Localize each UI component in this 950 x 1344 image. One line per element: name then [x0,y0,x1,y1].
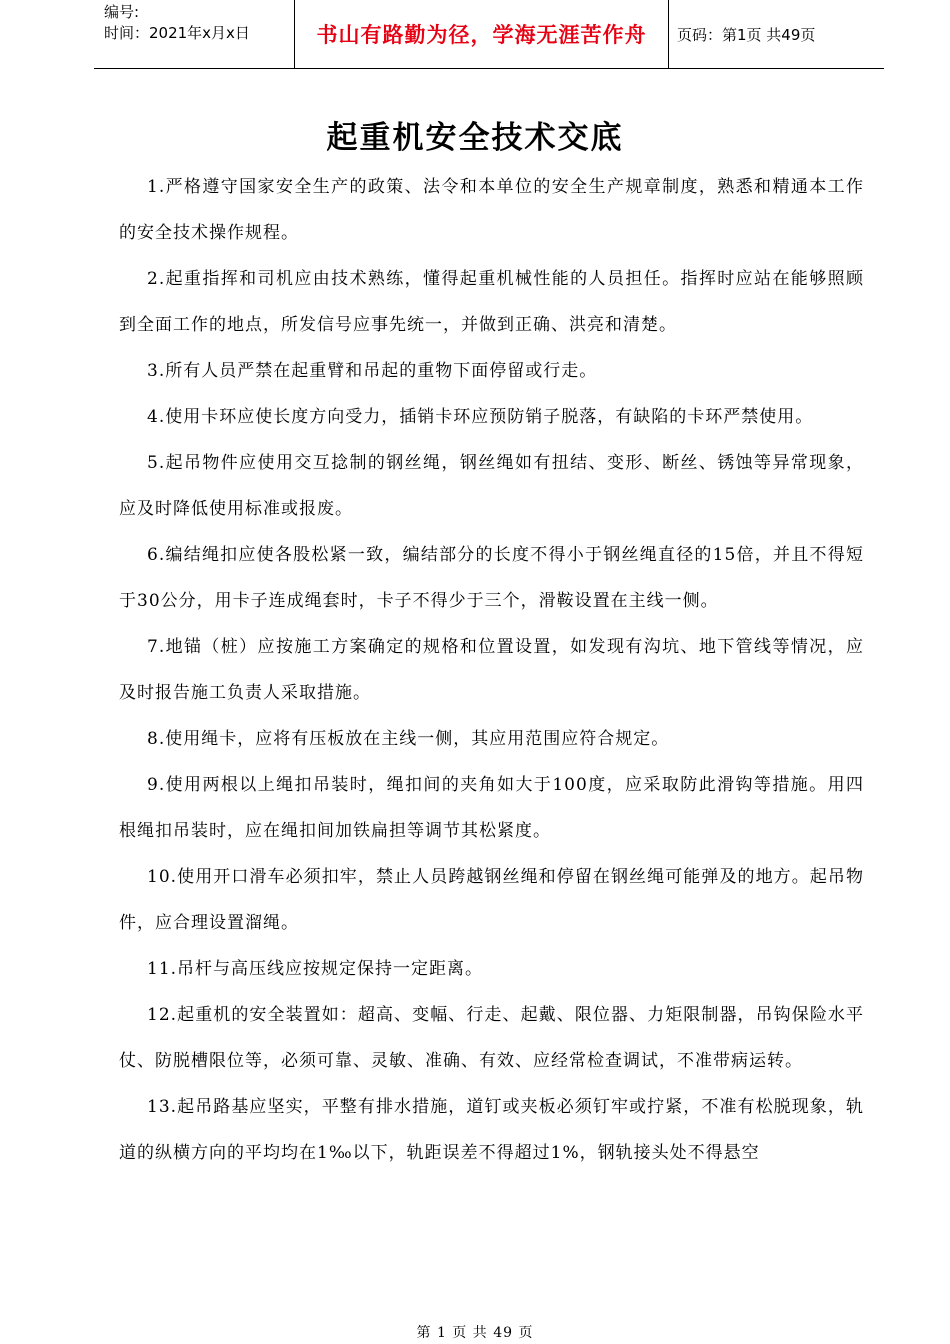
paragraph-13: 13.起吊路基应坚实，平整有排水措施，道钉或夹板必须钉牢或拧紧，不准有松脱现象，轨道的纵横方向的平均均在1‰以下，轨距误差不得超过1%，钢轨接头处不得悬空 [119,1097,864,1163]
document-body [119,164,864,1176]
header-page-info: 页码：第1页 共49页 [677,25,816,44]
document-number-label: 编号: [104,3,140,21]
document-title: 起重机安全技术交底 [326,120,624,156]
paragraph-1: 1.严格遵守国家安全生产的政策、法令和本单位的安全生产规章制度，熟悉和精通本工作的安全技术操作规程。 [119,177,864,243]
paragraph-7: 7.地锚（桩）应按施工方案确定的规格和位置设置，如发现有沟坑、地下管线等情况，应及时报告施工负责人采取措施。 [119,637,864,703]
paragraph-11: 11.吊杆与高压线应按规定保持一定距离。 [147,959,484,979]
paragraph-3: 3.所有人员严禁在起重臂和吊起的重物下面停留或行走。 [147,361,598,381]
page-header [94,0,884,69]
page-footer: 第 1 页 共 49 页 [416,1325,534,1341]
header-motto: 书山有路勤为径，学海无涯苦作舟 [295,0,669,68]
paragraph-4: 4.使用卡环应使长度方向受力，插销卡环应预防销子脱落，有缺陷的卡环严禁使用。 [147,407,814,427]
paragraph-6: 6.编结绳扣应使各股松紧一致，编结部分的长度不得小于钢丝绳直径的15倍，并且不得短于30公分，用卡子连成绳套时，卡子不得少于三个，滑鞍设置在主线一侧。 [119,545,864,611]
header-meta-cell [94,0,295,68]
paragraph-2: 2.起重指挥和司机应由技术熟练，懂得起重机械性能的人员担任。指挥时应站在能够照顾到全面工作的地点，所发信号应事先统一，并做到正确、洪亮和清楚。 [119,269,864,335]
paragraph-8: 8.使用绳卡，应将有压板放在主线一侧，其应用范围应符合规定。 [147,729,670,749]
document-time-label: 时间：2021年x月x日 [104,24,250,42]
paragraph-9: 9.使用两根以上绳扣吊装时，绳扣间的夹角如大于100度，应采取防此滑钩等措施。用四根绳扣吊装时，应在绳扣间加铁扁担等调节其松紧度。 [119,775,864,841]
paragraph-12: 12.起重机的安全装置如：超高、变幅、行走、起戴、限位器、力矩限制器，吊钩保险水平仗、防脱槽限位等，必须可靠、灵敏、准确、有效、应经常检查调试，不准带病运转。 [119,1005,864,1071]
paragraph-10: 10.使用开口滑车必须扣牢，禁止人员跨越钢丝绳和停留在钢丝绳可能弹及的地方。起吊物件，应合理设置溜绳。 [119,867,864,933]
paragraph-5: 5.起吊物件应使用交互捻制的钢丝绳，钢丝绳如有扭结、变形、断丝、锈蚀等异常现象，应及时降低使用标准或报废。 [119,453,864,519]
